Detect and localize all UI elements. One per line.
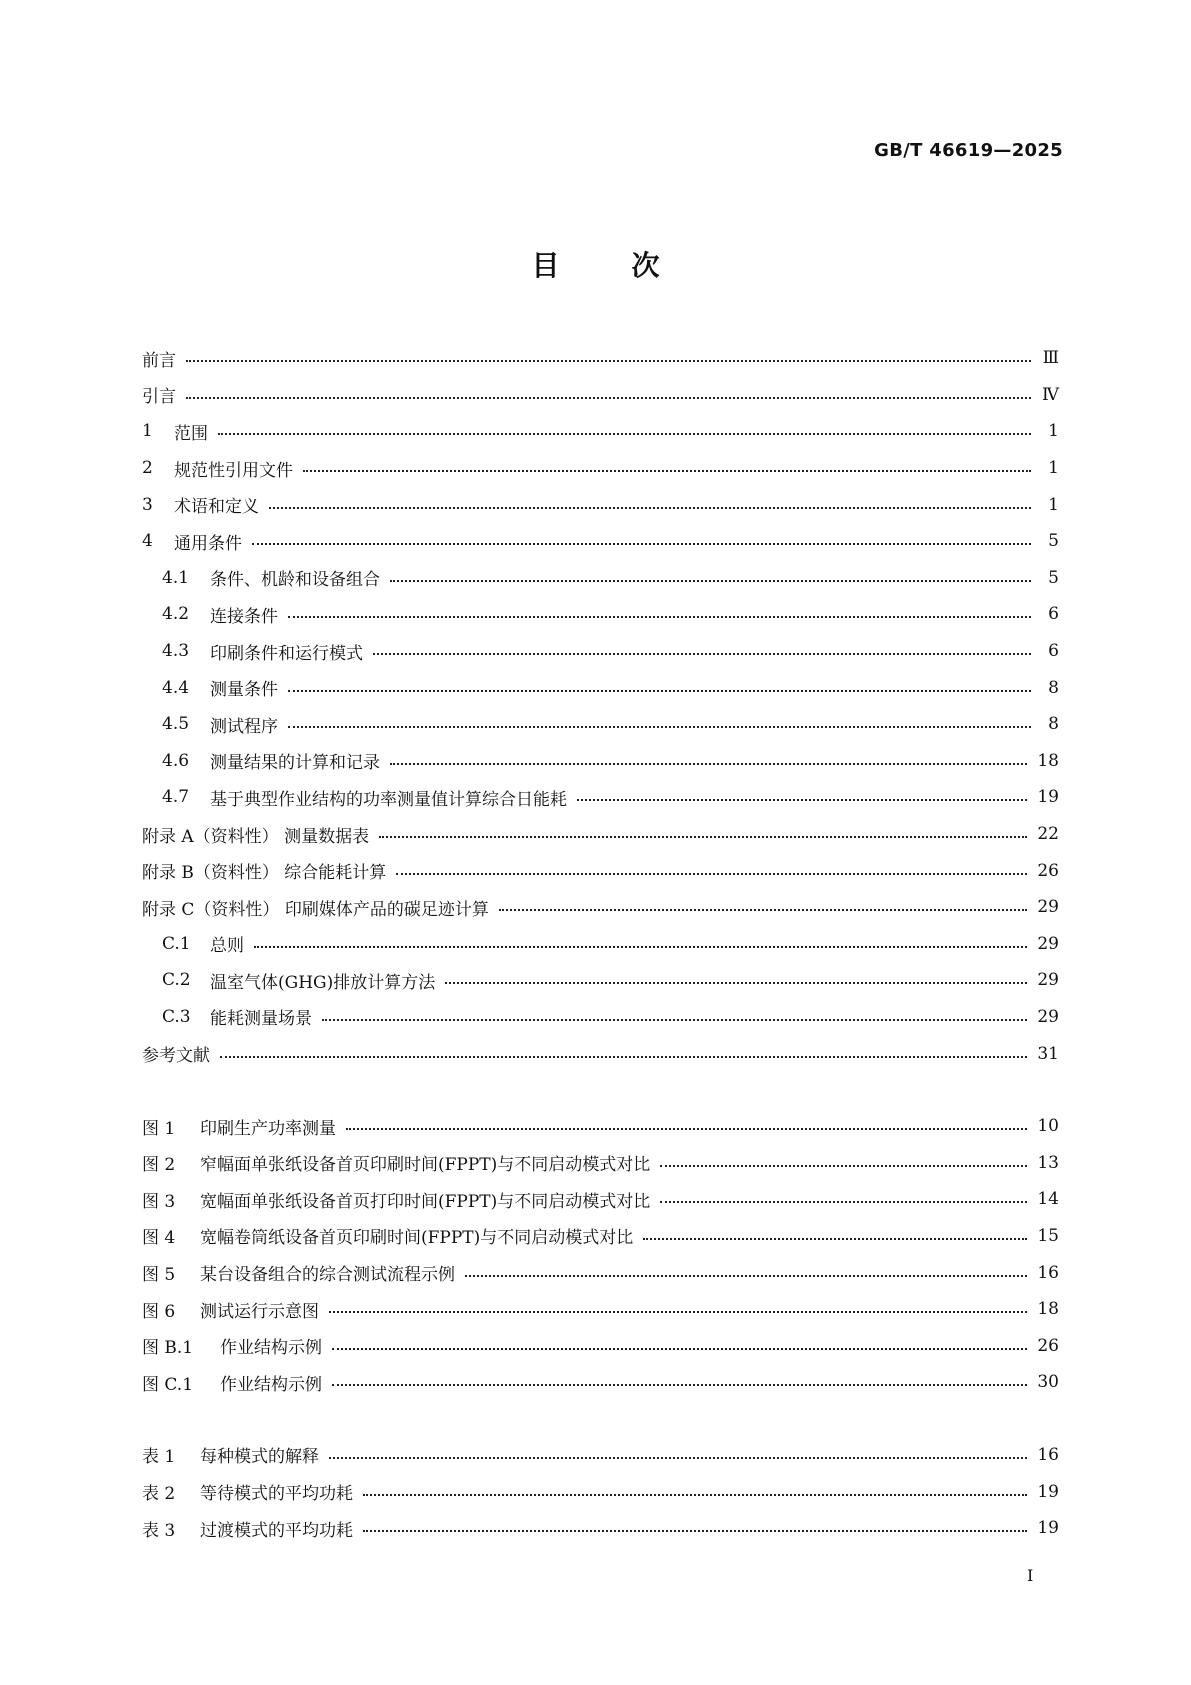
toc-entry[interactable] xyxy=(142,1291,1059,1328)
toc-dot-leader xyxy=(346,1128,1027,1130)
footer-page-number: I xyxy=(1027,1566,1034,1585)
toc-entry-number: 2 xyxy=(142,458,153,479)
toc-entry-number: 图 2 xyxy=(142,1155,176,1176)
toc-entry-title: 通用条件 xyxy=(174,533,242,554)
toc-entry[interactable] xyxy=(142,450,1059,487)
toc-entry-title: 温室气体(GHG)排放计算方法 xyxy=(210,972,436,993)
toc-dot-leader xyxy=(252,543,1031,545)
toc-entry-page: 19 xyxy=(1037,1481,1059,1502)
toc-entry-title: 条件、机龄和设备组合 xyxy=(210,570,380,591)
toc-entry-page: 29 xyxy=(1037,897,1059,918)
toc-entry[interactable] xyxy=(142,1473,1059,1510)
toc-entry-page: 29 xyxy=(1037,933,1059,954)
toc-entry-title: 基于典型作业结构的功率测量值计算综合日能耗 xyxy=(210,789,567,810)
toc-dot-leader xyxy=(288,726,1031,728)
toc-entry[interactable] xyxy=(142,779,1059,816)
toc-entry-title: 某台设备组合的综合测试流程示例 xyxy=(200,1265,455,1286)
toc-entry-number: 图 C.1 xyxy=(142,1374,194,1395)
toc-entry-title: 过渡模式的平均功耗 xyxy=(200,1520,353,1541)
toc-entry-number: 4.2 xyxy=(162,604,190,625)
toc-dot-leader xyxy=(303,470,1031,472)
toc-entry[interactable] xyxy=(142,596,1059,633)
toc-entry-page: 30 xyxy=(1037,1372,1059,1393)
toc-entry-page: 18 xyxy=(1037,1299,1059,1320)
toc-entry-title: 附录 B（资料性） 综合能耗计算 xyxy=(142,863,387,884)
toc-entry[interactable] xyxy=(142,1254,1059,1291)
toc-entry-title: 附录 A（资料性） 测量数据表 xyxy=(142,826,370,847)
toc-entry[interactable] xyxy=(142,669,1059,706)
toc-entry-title: 术语和定义 xyxy=(174,497,259,518)
toc-entry-page: Ⅲ xyxy=(1042,348,1059,369)
table-of-contents xyxy=(142,340,1059,1546)
toc-entry-page: 1 xyxy=(1048,458,1059,479)
toc-entry-title: 印刷条件和运行模式 xyxy=(210,643,363,664)
toc-dot-leader xyxy=(218,433,1031,435)
toc-entry-title: 参考文献 xyxy=(142,1046,210,1067)
toc-dot-leader xyxy=(499,909,1028,911)
toc-entry-number: C.3 xyxy=(162,1006,191,1027)
toc-entry[interactable] xyxy=(142,633,1059,670)
toc-entry-title: 引言 xyxy=(142,387,176,408)
toc-entry-page: 26 xyxy=(1037,860,1059,881)
toc-entry-title: 窄幅面单张纸设备首页印刷时间(FPPT)与不同启动模式对比 xyxy=(200,1155,651,1176)
toc-entry[interactable] xyxy=(142,962,1059,999)
toc-entry[interactable] xyxy=(142,1035,1059,1072)
toc-entry-title: 印刷生产功率测量 xyxy=(200,1118,336,1139)
toc-entry-title: 作业结构示例 xyxy=(220,1374,322,1395)
toc-entry-number: 1 xyxy=(142,421,153,442)
toc-dot-leader xyxy=(379,836,1027,838)
toc-entry-title: 能耗测量场景 xyxy=(210,1009,312,1030)
toc-dot-leader xyxy=(329,1311,1027,1313)
toc-entry[interactable] xyxy=(142,852,1059,889)
toc-dot-leader xyxy=(660,1165,1027,1167)
toc-figures xyxy=(142,1108,1059,1401)
toc-entry-page: 14 xyxy=(1037,1189,1059,1210)
toc-entry-number: 4.4 xyxy=(162,677,190,698)
toc-entry-title: 测试程序 xyxy=(210,716,278,737)
toc-entry-number: 图 4 xyxy=(142,1228,176,1249)
toc-entry-number: 4 xyxy=(142,531,153,552)
toc-gap-2 xyxy=(142,1401,1059,1437)
toc-entry[interactable] xyxy=(142,1437,1059,1474)
toc-entry-page: 6 xyxy=(1048,641,1059,662)
toc-entry-page: 8 xyxy=(1048,714,1059,735)
toc-entry-page: 8 xyxy=(1048,677,1059,698)
toc-entry-page: 19 xyxy=(1037,787,1059,808)
toc-entry-title: 宽幅卷筒纸设备首页印刷时间(FPPT)与不同启动模式对比 xyxy=(200,1228,634,1249)
toc-dot-leader xyxy=(465,1275,1027,1277)
toc-entry[interactable] xyxy=(142,413,1059,450)
toc-entry-title: 规范性引用文件 xyxy=(174,460,293,481)
toc-dot-leader xyxy=(220,1056,1027,1058)
toc-entry-number: 图 6 xyxy=(142,1301,176,1322)
toc-tables xyxy=(142,1437,1059,1547)
toc-entry-title: 测量结果的计算和记录 xyxy=(210,753,380,774)
toc-sections xyxy=(142,340,1059,1072)
toc-dot-leader xyxy=(186,360,1031,362)
toc-entry-page: 31 xyxy=(1037,1043,1059,1064)
toc-entry-page: 16 xyxy=(1037,1444,1059,1465)
toc-entry-page: 22 xyxy=(1037,824,1059,845)
toc-entry-title: 每种模式的解释 xyxy=(200,1447,319,1468)
toc-entry[interactable] xyxy=(142,1364,1059,1401)
toc-entry-number: 4.5 xyxy=(162,714,190,735)
toc-entry-number: 3 xyxy=(142,494,153,515)
toc-entry-title: 测量条件 xyxy=(210,680,278,701)
toc-entry-number: 表 2 xyxy=(142,1484,176,1505)
toc-entry[interactable] xyxy=(142,1218,1059,1255)
page-title: 目次 xyxy=(531,249,732,282)
toc-entry-title: 前言 xyxy=(142,350,176,371)
toc-dot-leader xyxy=(269,507,1031,509)
toc-dot-leader xyxy=(390,763,1027,765)
toc-entry-page: 13 xyxy=(1037,1152,1059,1173)
toc-entry-page: 10 xyxy=(1037,1116,1059,1137)
toc-entry[interactable] xyxy=(142,486,1059,523)
toc-entry-page: 5 xyxy=(1048,531,1059,552)
toc-dot-leader xyxy=(288,690,1031,692)
toc-entry-page: 18 xyxy=(1037,750,1059,771)
toc-dot-leader xyxy=(445,982,1027,984)
toc-entry-page: 1 xyxy=(1048,421,1059,442)
toc-dot-leader xyxy=(373,653,1031,655)
toc-entry-title: 等待模式的平均功耗 xyxy=(200,1484,353,1505)
toc-entry-number: 图 B.1 xyxy=(142,1338,194,1359)
toc-entry[interactable] xyxy=(142,999,1059,1036)
toc-entry-page: 6 xyxy=(1048,604,1059,625)
toc-entry-number: 4.6 xyxy=(162,750,190,771)
toc-entry[interactable] xyxy=(142,1510,1059,1547)
toc-dot-leader xyxy=(254,946,1027,948)
toc-dot-leader xyxy=(322,1019,1027,1021)
toc-entry[interactable] xyxy=(142,926,1059,963)
toc-entry[interactable] xyxy=(142,377,1059,414)
toc-entry-number: 4.3 xyxy=(162,641,190,662)
toc-entry-number: 图 3 xyxy=(142,1191,176,1212)
toc-entry-number: 4.1 xyxy=(162,567,190,588)
toc-entry[interactable] xyxy=(142,889,1059,926)
toc-entry-page: 5 xyxy=(1048,567,1059,588)
standard-code: GB/T 46619—2025 xyxy=(874,140,1063,161)
toc-gap-1 xyxy=(142,1072,1059,1108)
toc-entry[interactable] xyxy=(142,706,1059,743)
toc-entry[interactable] xyxy=(142,523,1059,560)
toc-dot-leader xyxy=(643,1238,1027,1240)
toc-dot-leader xyxy=(660,1201,1027,1203)
toc-dot-leader xyxy=(186,397,1031,399)
toc-entry-title: 作业结构示例 xyxy=(220,1338,322,1359)
toc-dot-leader xyxy=(332,1384,1027,1386)
toc-dot-leader xyxy=(288,616,1031,618)
toc-entry[interactable] xyxy=(142,1144,1059,1181)
toc-entry[interactable] xyxy=(142,1108,1059,1145)
toc-entry-page: Ⅳ xyxy=(1042,384,1059,405)
toc-dot-leader xyxy=(577,799,1027,801)
toc-entry-number: 图 5 xyxy=(142,1265,176,1286)
toc-entry-page: 19 xyxy=(1037,1518,1059,1539)
toc-dot-leader xyxy=(363,1530,1027,1532)
toc-dot-leader xyxy=(332,1348,1027,1350)
toc-entry[interactable] xyxy=(142,340,1059,377)
toc-entry-page: 29 xyxy=(1037,970,1059,991)
toc-entry-number: 表 3 xyxy=(142,1520,176,1541)
toc-entry[interactable] xyxy=(142,1181,1059,1218)
toc-entry-number: 图 1 xyxy=(142,1118,176,1139)
toc-entry-title: 宽幅面单张纸设备首页打印时间(FPPT)与不同启动模式对比 xyxy=(200,1191,651,1212)
toc-entry-page: 29 xyxy=(1037,1006,1059,1027)
toc-dot-leader xyxy=(363,1494,1027,1496)
toc-dot-leader xyxy=(329,1457,1027,1459)
toc-entry-number: 4.7 xyxy=(162,787,190,808)
toc-entry-page: 1 xyxy=(1048,494,1059,515)
toc-entry-page: 26 xyxy=(1037,1335,1059,1356)
toc-entry-page: 15 xyxy=(1037,1225,1059,1246)
toc-dot-leader xyxy=(396,873,1027,875)
toc-entry-title: 连接条件 xyxy=(210,606,278,627)
toc-entry[interactable] xyxy=(142,1327,1059,1364)
toc-entry-number: C.2 xyxy=(162,970,191,991)
toc-entry[interactable] xyxy=(142,743,1059,780)
toc-entry[interactable] xyxy=(142,560,1059,597)
toc-entry-title: 范围 xyxy=(174,423,208,444)
toc-dot-leader xyxy=(390,580,1031,582)
toc-entry-number: C.1 xyxy=(162,933,191,954)
toc-entry-page: 16 xyxy=(1037,1262,1059,1283)
toc-entry-title: 总则 xyxy=(210,936,244,957)
toc-entry-title: 附录 C（资料性） 印刷媒体产品的碳足迹计算 xyxy=(142,899,489,920)
toc-entry[interactable] xyxy=(142,816,1059,853)
toc-entry-number: 表 1 xyxy=(142,1447,176,1468)
toc-entry-title: 测试运行示意图 xyxy=(200,1301,319,1322)
